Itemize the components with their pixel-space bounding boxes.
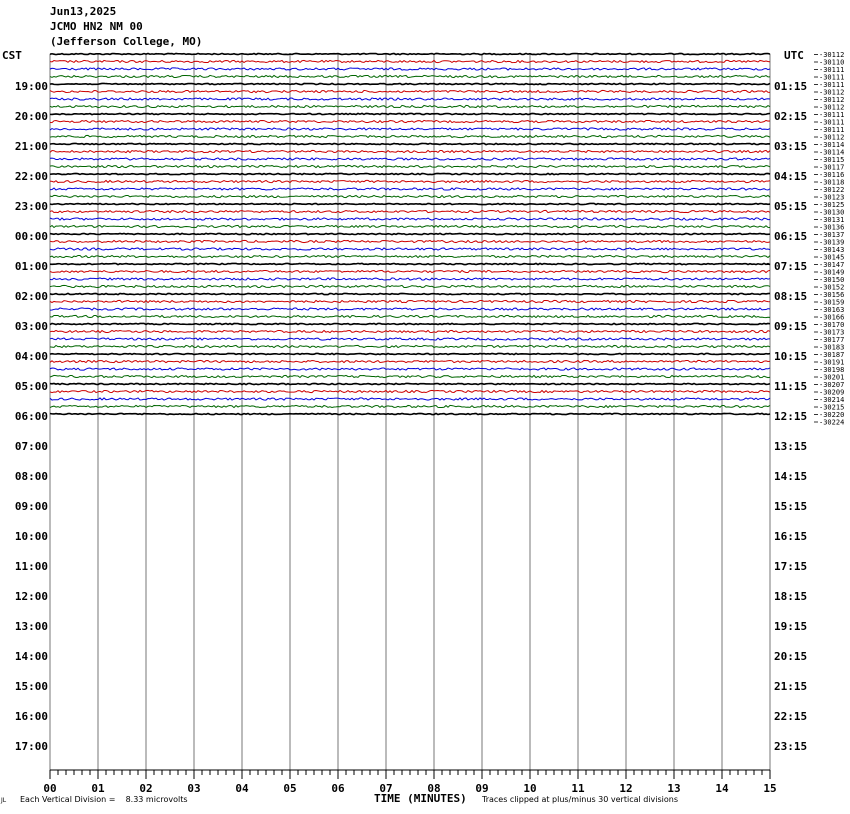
x-tick-label: 09: [475, 782, 489, 795]
trace-offset-label: -30191: [819, 358, 845, 367]
trace-line: [50, 225, 770, 227]
trace-line: [50, 188, 770, 190]
x-tick-label: 05: [283, 782, 297, 795]
trace-offset-label: -30201: [819, 373, 845, 382]
left-hour-label: 06:00: [14, 410, 48, 423]
trace-line: [50, 315, 770, 317]
x-tick-label: 14: [715, 782, 729, 795]
trace-offset-label: -30111: [819, 111, 845, 119]
trace-offset-label: -30173: [819, 328, 845, 337]
right-hour-label: 16:15: [774, 530, 808, 543]
trace-offset-label: -30207: [819, 381, 845, 389]
trace-line: [50, 383, 770, 384]
right-hour-label: 15:15: [774, 500, 808, 513]
trace-line: [50, 83, 770, 84]
trace-offset-label: -30145: [819, 253, 845, 262]
trace-line: [50, 210, 770, 212]
right-hour-label: 23:15: [774, 740, 808, 753]
trace-line: [50, 413, 770, 414]
trace-offset-label: -30183: [819, 343, 845, 352]
trace-line: [50, 180, 770, 182]
trace-line: [50, 105, 770, 107]
header-date: Jun13,2025: [50, 5, 117, 18]
trace-offset-label: -30117: [819, 163, 845, 172]
trace-line: [50, 135, 770, 137]
trace-offset-label: -30163: [819, 306, 845, 314]
x-tick-label: 03: [187, 782, 201, 795]
trace-line: [50, 293, 770, 294]
trace-offset-label: -30112: [819, 133, 845, 142]
x-tick-label: 06: [331, 782, 345, 795]
trace-offset-label: -30214: [819, 396, 845, 404]
trace-line: [50, 218, 770, 220]
left-hour-label: 13:00: [14, 620, 48, 633]
trace-line: [50, 270, 770, 272]
right-hour-label: 04:15: [774, 170, 808, 183]
left-hour-label: 07:00: [14, 440, 48, 453]
trace-line: [50, 278, 770, 280]
trace-offset-label: -30152: [819, 283, 845, 292]
x-tick-label: 12: [619, 782, 633, 795]
x-axis-label: TIME (MINUTES): [374, 792, 467, 805]
left-hour-label: 03:00: [14, 320, 48, 333]
header-station: JCMO HN2 NM 00: [50, 20, 143, 33]
trace-line: [50, 285, 770, 287]
trace-offset-label: -30111: [819, 66, 845, 74]
left-hour-label: 10:00: [14, 530, 48, 543]
trace-line: [50, 60, 770, 62]
trace-offset-label: -30125: [819, 201, 845, 209]
trace-offset-label: -30131: [819, 216, 845, 224]
left-hour-label: 12:00: [14, 590, 48, 603]
right-timezone-label: UTC: [784, 49, 804, 62]
right-hour-label: 19:15: [774, 620, 808, 633]
right-hour-label: 10:15: [774, 350, 808, 363]
trace-line: [50, 143, 770, 144]
left-timezone-label: CST: [2, 49, 22, 62]
trace-line: [50, 323, 770, 324]
trace-line: [50, 150, 770, 152]
trace-offset-label: -30220: [819, 411, 845, 419]
trace-offset-label: -30122: [819, 186, 845, 194]
x-tick-label: 07: [379, 782, 393, 795]
trace-offset-label: -30137: [819, 231, 845, 239]
left-hour-label: 08:00: [14, 470, 48, 483]
trace-offset-label: -30123: [819, 193, 845, 202]
trace-line: [50, 390, 770, 392]
scale-note: Each Vertical Division = 8.33 microvolts: [20, 795, 188, 804]
right-hour-label: 17:15: [774, 560, 808, 573]
x-tick-label: 13: [667, 782, 681, 795]
left-hour-label: 02:00: [14, 290, 48, 303]
trace-offset-label: -30215: [819, 403, 845, 412]
trace-line: [50, 240, 770, 242]
trace-offset-label: -30149: [819, 268, 845, 277]
trace-line: [50, 345, 770, 347]
left-hour-label: 05:00: [14, 380, 48, 393]
trace-offset-label: -30159: [819, 298, 845, 307]
trace-offset-label: -30139: [819, 238, 845, 247]
left-hour-label: 19:00: [14, 80, 48, 93]
trace-line: [50, 68, 770, 70]
left-hour-label: 14:00: [14, 650, 48, 663]
trace-offset-label: -30118: [819, 178, 845, 187]
trace-offset-label: -30166: [819, 313, 845, 322]
left-hour-label: 04:00: [14, 350, 48, 363]
trace-line: [50, 165, 770, 167]
x-tick-label: 15: [763, 782, 777, 795]
trace-offset-label: -30150: [819, 276, 845, 284]
trace-line: [50, 368, 770, 370]
trace-offset-label: -30209: [819, 388, 845, 397]
trace-offset-label: -30111: [819, 81, 845, 89]
right-hour-label: 01:15: [774, 80, 808, 93]
left-hour-label: 16:00: [14, 710, 48, 723]
right-hour-label: 02:15: [774, 110, 808, 123]
trace-line: [50, 75, 770, 77]
trace-line: [50, 195, 770, 197]
trace-line: [50, 300, 770, 302]
trace-line: [50, 308, 770, 310]
left-hour-label: 17:00: [14, 740, 48, 753]
right-hour-label: 21:15: [774, 680, 808, 693]
trace-line: [50, 113, 770, 114]
trace-line: [50, 90, 770, 92]
x-tick-label: 08: [427, 782, 441, 795]
trace-offset-label: -30111: [819, 73, 845, 82]
trace-line: [50, 158, 770, 160]
right-hour-label: 18:15: [774, 590, 808, 603]
corner-mark: JL: [1, 797, 7, 804]
clip-note: Traces clipped at plus/minus 30 vertical divisions: [482, 795, 679, 804]
left-hour-label: 01:00: [14, 260, 48, 273]
trace-line: [50, 263, 770, 264]
trace-offset-label: -30156: [819, 291, 845, 299]
trace-offset-label: -30110: [819, 58, 845, 67]
right-hour-label: 12:15: [774, 410, 808, 423]
trace-offset-label: -30114: [819, 148, 845, 157]
trace-line: [50, 360, 770, 362]
trace-line: [50, 120, 770, 122]
right-hour-label: 14:15: [774, 470, 808, 483]
trace-offset-label: -30170: [819, 321, 845, 329]
trace-offset-label: -30130: [819, 208, 845, 217]
trace-offset-label: -30112: [819, 103, 845, 112]
trace-offset-label: -30147: [819, 261, 845, 269]
right-hour-label: 08:15: [774, 290, 808, 303]
trace-offset-label: -30111: [819, 118, 845, 127]
left-hour-label: 00:00: [14, 230, 48, 243]
left-hour-label: 15:00: [14, 680, 48, 693]
x-tick-label: 11: [571, 782, 585, 795]
trace-line: [50, 405, 770, 407]
trace-offset-label: -30112: [819, 88, 845, 97]
trace-line: [50, 255, 770, 257]
left-hour-label: 21:00: [14, 140, 48, 153]
left-hour-label: 23:00: [14, 200, 48, 213]
trace-line: [50, 53, 770, 54]
right-hour-label: 05:15: [774, 200, 808, 213]
trace-offset-label: -30111: [819, 126, 845, 134]
right-hour-label: 22:15: [774, 710, 808, 723]
right-hour-label: 13:15: [774, 440, 808, 453]
right-hour-label: 11:15: [774, 380, 808, 393]
trace-offset-label: -30198: [819, 366, 845, 374]
right-hour-label: 07:15: [774, 260, 808, 273]
trace-offset-label: -30136: [819, 223, 845, 232]
left-hour-label: 22:00: [14, 170, 48, 183]
left-hour-label: 11:00: [14, 560, 48, 573]
right-hour-label: 06:15: [774, 230, 808, 243]
trace-line: [50, 128, 770, 130]
x-tick-label: 10: [523, 782, 537, 795]
header-location: (Jefferson College, MO): [50, 35, 203, 48]
x-tick-label: 01: [91, 782, 105, 795]
trace-offset-label: -30115: [819, 156, 845, 164]
trace-line: [50, 330, 770, 332]
trace-line: [50, 203, 770, 204]
trace-line: [50, 233, 770, 234]
x-tick-label: 00: [43, 782, 57, 795]
trace-offset-label: -30187: [819, 351, 845, 359]
trace-line: [50, 338, 770, 340]
left-hour-label: 20:00: [14, 110, 48, 123]
right-hour-label: 20:15: [774, 650, 808, 663]
trace-line: [50, 398, 770, 400]
trace-line: [50, 173, 770, 174]
trace-offset-label: -30177: [819, 336, 845, 344]
right-hour-label: 09:15: [774, 320, 808, 333]
trace-offset-label: -30112: [819, 51, 845, 59]
x-tick-label: 04: [235, 782, 249, 795]
left-hour-label: 09:00: [14, 500, 48, 513]
right-hour-label: 03:15: [774, 140, 808, 153]
trace-offset-label: -30224: [819, 418, 845, 427]
x-tick-label: 02: [139, 782, 153, 795]
trace-offset-label: -30143: [819, 246, 845, 254]
trace-offset-label: -30114: [819, 141, 845, 149]
trace-line: [50, 248, 770, 250]
trace-offset-label: -30116: [819, 171, 845, 179]
trace-line: [50, 98, 770, 100]
trace-offset-label: -30112: [819, 96, 845, 104]
trace-line: [50, 353, 770, 354]
trace-line: [50, 375, 770, 377]
